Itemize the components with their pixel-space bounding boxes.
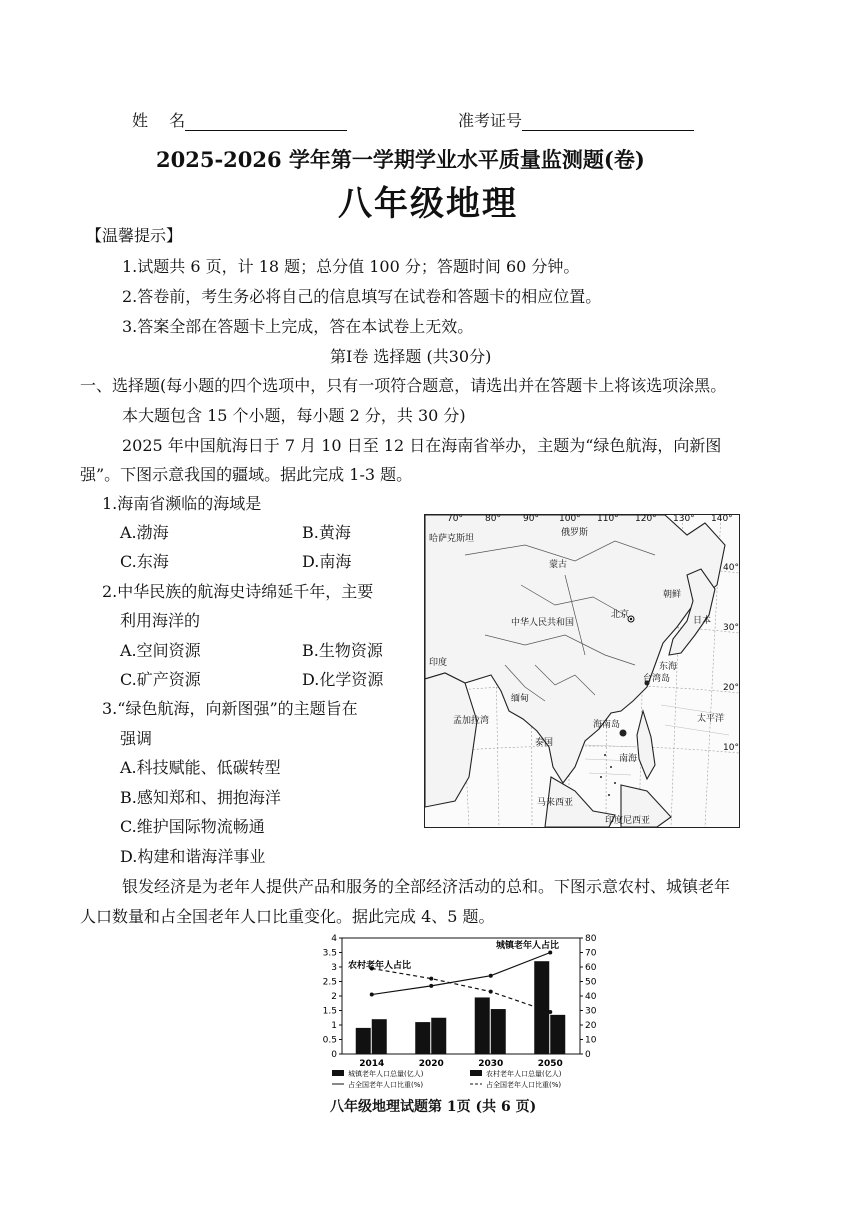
- page-footer: 八年级地理试题第 1页 (共 6 页): [330, 1099, 537, 1115]
- annotation-urban-share: 城镇老年人占比: [496, 941, 560, 951]
- left-axis-tick-label: 1.5: [322, 1006, 337, 1017]
- map-lat-40: 40°: [723, 563, 739, 573]
- q2-option-a[interactable]: A.空间资源: [120, 641, 201, 660]
- urban-share-point: [370, 993, 374, 997]
- tip-3: 3.答案全部在答题卡上完成，答在本试卷上无效。: [122, 317, 474, 336]
- urban-share-point: [429, 984, 433, 988]
- legend-swatch-rural: [470, 1070, 482, 1076]
- map-label-malaysia: 马来西亚: [537, 798, 574, 808]
- q3-option-d[interactable]: D.构建和谐海洋事业: [120, 847, 266, 866]
- right-axis-tick-label: 30: [585, 1006, 597, 1017]
- name-label: 姓 名: [132, 111, 186, 130]
- china-territory-map: [424, 514, 740, 828]
- map-label-north-korea: 朝鲜: [663, 590, 682, 600]
- map-label-beijing: 北京: [611, 610, 630, 620]
- exam-id-blank[interactable]: [522, 112, 694, 131]
- urban-share-line: [372, 953, 551, 995]
- right-axis-tick-label: 0: [585, 1050, 591, 1060]
- name-field-row: [132, 108, 347, 131]
- right-axis-tick-label: 60: [585, 963, 597, 973]
- q2-stem-1: 2.中华民族的航海史诗绵延千年，主要: [102, 582, 374, 601]
- passage1-line2: 强”。下图示意我国的疆域。据此完成 1-3 题。: [80, 465, 413, 484]
- map-label-japan: 日本: [693, 616, 712, 626]
- category-label: 2030: [478, 1059, 504, 1069]
- map-label-taiwan: 台湾岛: [643, 674, 671, 684]
- right-axis-tick-label: 50: [585, 977, 597, 988]
- q2-stem-2: 利用海洋的: [120, 611, 201, 630]
- left-axis-tick-label: 2: [331, 992, 337, 1002]
- map-lon-110: 110°: [597, 514, 619, 524]
- left-axis-tick-label: 3.5: [322, 948, 337, 959]
- map-label-hainan: 海南岛: [593, 720, 621, 730]
- right-axis-tick-label: 10: [585, 1035, 597, 1046]
- q2-option-c[interactable]: C.矿产资源: [120, 670, 201, 689]
- q2-option-b[interactable]: B.生物资源: [302, 641, 383, 660]
- rural-share-point: [429, 977, 433, 981]
- bar-urban: [415, 1022, 430, 1054]
- map-graphic: [425, 515, 739, 827]
- q3-option-b[interactable]: B.感知郑和、拥抱海洋: [120, 788, 281, 807]
- tips-heading: 【温馨提示】: [86, 226, 183, 245]
- map-label-india: 印度: [429, 658, 448, 668]
- q2-option-d[interactable]: D.化学资源: [302, 670, 384, 689]
- tip-1: 1.试题共 6 页，计 18 题；总分值 100 分；答题时间 60 分钟。: [122, 257, 580, 276]
- elderly-population-chart: [318, 930, 608, 1102]
- part1-instruction-2: 本大题包含 15 个小题，每小题 2 分，共 30 分): [122, 406, 466, 425]
- passage2-line1: 银发经济是为老年人提供产品和服务的全部经济活动的总和。下图示意农村、城镇老年: [122, 877, 731, 896]
- map-lat-20: 20°: [723, 683, 739, 693]
- legend-label-urban-share: 占全国老年人口比重(%): [348, 1081, 424, 1089]
- urban-share-point: [489, 974, 493, 978]
- q3-option-c[interactable]: C.维护国际物流畅通: [120, 817, 265, 836]
- map-label-east-sea: 东海: [659, 662, 678, 672]
- legend-swatch-urban: [332, 1070, 344, 1076]
- left-axis-tick-label: 3: [331, 963, 337, 973]
- category-label: 2020: [418, 1059, 444, 1069]
- tip-2: 2.答卷前，考生务必将自己的信息填写在试卷和答题卡的相应位置。: [122, 287, 602, 306]
- category-label: 2050: [537, 1059, 563, 1069]
- name-blank[interactable]: [185, 112, 347, 131]
- left-axis-tick-label: 0: [331, 1050, 337, 1060]
- part1-instruction-1: 一、选择题(每小题的四个选项中，只有一项符合题意，请选出并在答题卡上将该选项涂黑。: [80, 376, 727, 395]
- map-lat-30: 30°: [723, 623, 739, 633]
- urban-share-point: [548, 951, 552, 955]
- map-label-russia: 俄罗斯: [561, 528, 589, 538]
- annotation-rural-share: 农村老年人占比: [348, 961, 412, 971]
- map-label-indonesia: 印度尼西亚: [605, 816, 651, 826]
- q3-stem-2: 强调: [120, 729, 153, 748]
- legend-label-urban: 城镇老年人口总量(亿人): [348, 1070, 424, 1078]
- bar-rural: [550, 1015, 565, 1054]
- left-axis-tick-label: 0.5: [322, 1035, 337, 1046]
- map-label-pacific: 太平洋: [697, 714, 725, 724]
- legend-label-rural: 农村老年人口总量(亿人): [486, 1070, 562, 1078]
- part1-heading: 第Ⅰ卷 选择题 (共30分): [330, 347, 492, 366]
- q1-option-c[interactable]: C.东海: [120, 552, 169, 571]
- map-lon-140: 140°: [711, 514, 733, 524]
- legend-label-rural-share: 占全国老年人口比重(%): [486, 1081, 562, 1089]
- map-label-myanmar: 缅甸: [511, 694, 530, 704]
- bar-urban: [475, 997, 490, 1054]
- rural-share-point: [489, 990, 493, 994]
- passage1-line1: 2025 年中国航海日于 7 月 10 日至 12 日在海南省举办，主题为“绿色航海，向新图: [122, 436, 722, 455]
- map-label-kazakhstan: 哈萨克斯坦: [429, 534, 475, 544]
- q3-option-a[interactable]: A.科技赋能、低碳转型: [120, 758, 281, 777]
- left-axis-tick-label: 1: [331, 1021, 337, 1031]
- right-axis-tick-label: 40: [585, 992, 597, 1002]
- map-lon-130: 130°: [673, 514, 695, 524]
- bar-rural: [431, 1018, 446, 1054]
- chart-svg: [318, 930, 608, 1102]
- bar-urban: [356, 1028, 371, 1054]
- category-label: 2014: [359, 1059, 385, 1069]
- rural-share-point: [548, 1010, 552, 1014]
- bar-rural: [491, 1009, 506, 1054]
- map-label-thailand: 泰国: [535, 738, 554, 748]
- map-label-bengal: 孟加拉湾: [453, 716, 490, 726]
- left-axis-tick-label: 2.5: [322, 977, 337, 988]
- q3-stem-1: 3.“绿色航海，向新图强”的主题旨在: [102, 699, 358, 718]
- right-axis-tick-label: 70: [585, 948, 597, 959]
- map-label-south-sea: 南海: [619, 754, 638, 764]
- map-lon-80: 80°: [485, 514, 501, 524]
- exam-id-label: 准考证号: [458, 111, 523, 130]
- exam-title: 2025-2026 学年第一学期学业水平质量监测题(卷): [156, 147, 645, 172]
- map-label-mongolia: 蒙古: [549, 560, 568, 570]
- bar-rural: [372, 1019, 387, 1054]
- passage2-line2: 人口数量和占全国老年人口比重变化。据此完成 4、5 题。: [80, 907, 495, 926]
- q1-option-d[interactable]: D.南海: [302, 552, 352, 571]
- subject-title: 八年级地理: [338, 184, 518, 224]
- right-axis-tick-label: 80: [585, 934, 597, 944]
- id-field-row: [458, 108, 694, 131]
- map-lon-70: 70°: [447, 514, 463, 524]
- map-lon-100: 100°: [559, 514, 581, 524]
- map-lat-10: 10°: [723, 743, 739, 753]
- q1-option-a[interactable]: A.渤海: [120, 523, 169, 542]
- right-axis-tick-label: 20: [585, 1021, 597, 1031]
- q1-stem: 1.海南省濒临的海域是: [102, 494, 262, 513]
- map-label-china: 中华人民共和国: [511, 618, 575, 628]
- map-lon-120: 120°: [635, 514, 657, 524]
- map-lon-90: 90°: [523, 514, 539, 524]
- q1-option-b[interactable]: B.黄海: [302, 523, 351, 542]
- left-axis-tick-label: 4: [331, 934, 337, 944]
